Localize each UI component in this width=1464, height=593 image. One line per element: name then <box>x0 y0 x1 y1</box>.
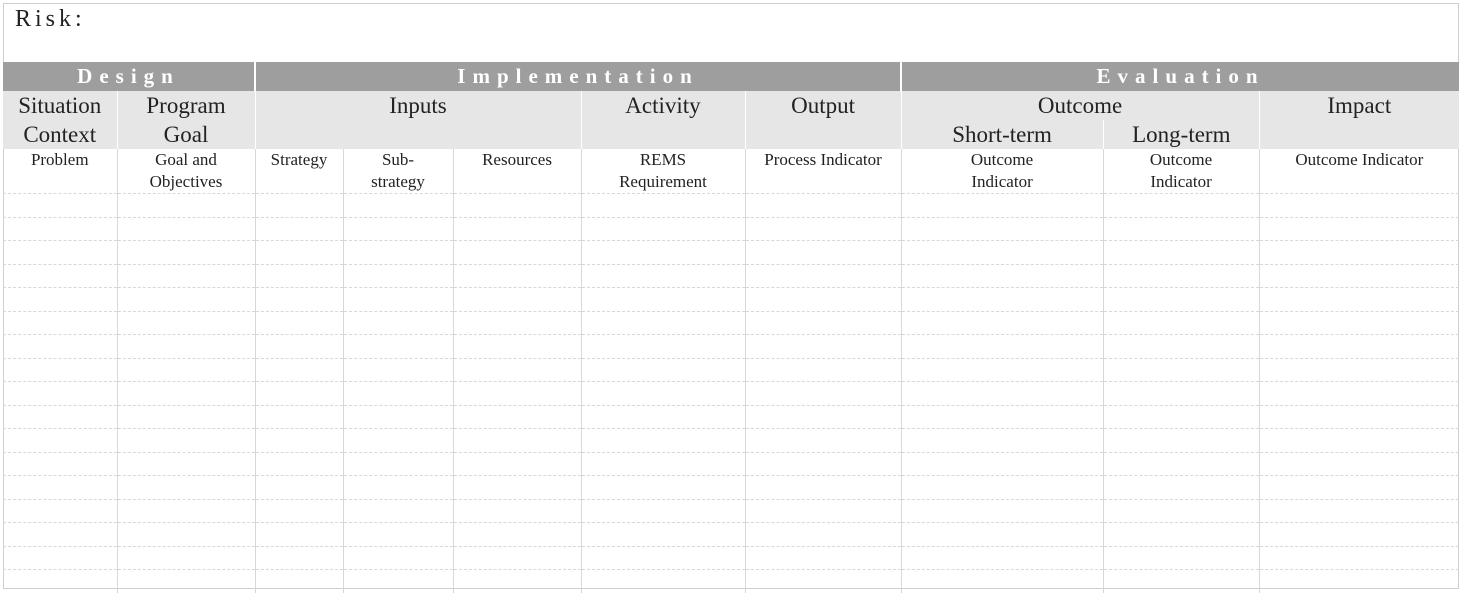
table-cell[interactable] <box>901 523 1103 547</box>
table-cell[interactable] <box>3 264 117 288</box>
table-cell[interactable] <box>1103 217 1259 241</box>
sub-strategy-text: Strategy <box>271 150 328 169</box>
table-cell[interactable] <box>343 382 453 406</box>
table-cell[interactable] <box>3 217 117 241</box>
table-cell[interactable] <box>1259 546 1459 570</box>
table-cell[interactable] <box>3 335 117 359</box>
table-cell[interactable] <box>745 217 901 241</box>
table-cell[interactable] <box>745 288 901 312</box>
table-cell[interactable] <box>745 405 901 429</box>
table-cell[interactable] <box>255 382 343 406</box>
table-cell[interactable] <box>1259 288 1459 312</box>
table-cell[interactable] <box>745 311 901 335</box>
table-cell[interactable] <box>343 570 453 593</box>
table-cell[interactable] <box>255 546 343 570</box>
table-row <box>3 217 1459 241</box>
table-cell[interactable] <box>1259 335 1459 359</box>
table-cell[interactable] <box>901 499 1103 523</box>
table-row <box>3 382 1459 406</box>
table-cell[interactable] <box>453 358 581 382</box>
table-cell[interactable] <box>117 382 255 406</box>
table-cell[interactable] <box>1259 264 1459 288</box>
table-cell[interactable] <box>1259 194 1459 218</box>
table-cell[interactable] <box>255 358 343 382</box>
sub-short-outcome-indicator <box>901 149 1103 194</box>
band-row <box>3 62 1459 91</box>
table-cell[interactable] <box>453 311 581 335</box>
table-cell[interactable] <box>343 241 453 265</box>
sub-substrategy <box>343 149 453 194</box>
table-cell[interactable] <box>3 546 117 570</box>
table-cell[interactable] <box>901 311 1103 335</box>
table-cell[interactable] <box>117 546 255 570</box>
table-cell[interactable] <box>901 264 1103 288</box>
table-cell[interactable] <box>117 523 255 547</box>
table-cell[interactable] <box>1259 358 1459 382</box>
header-situation: Situation <box>3 91 117 120</box>
table-cell[interactable] <box>581 241 745 265</box>
header-short-term: Short-term <box>901 120 1103 149</box>
table-cell[interactable] <box>1103 570 1259 593</box>
table-cell[interactable] <box>255 523 343 547</box>
sub-problem-text: Problem <box>31 150 89 169</box>
table-cell[interactable] <box>745 546 901 570</box>
risk-label: Risk: <box>15 6 86 33</box>
sub-resources-text: Resources <box>482 150 552 169</box>
table-cell[interactable] <box>3 311 117 335</box>
table-cell[interactable] <box>453 335 581 359</box>
table-cell[interactable] <box>745 570 901 593</box>
table-cell[interactable] <box>453 217 581 241</box>
header-output: Output <box>745 91 901 149</box>
table-cell[interactable] <box>901 241 1103 265</box>
table-cell[interactable] <box>1103 194 1259 218</box>
table-cell[interactable] <box>255 311 343 335</box>
table-cell[interactable] <box>1103 288 1259 312</box>
table-cell[interactable] <box>1103 382 1259 406</box>
table-cell[interactable] <box>581 194 745 218</box>
table-row <box>3 546 1459 570</box>
band-design: Design <box>3 62 255 91</box>
table-cell[interactable] <box>117 570 255 593</box>
table-cell[interactable] <box>453 452 581 476</box>
table-row <box>3 452 1459 476</box>
table-cell[interactable] <box>453 546 581 570</box>
table-cell[interactable] <box>343 217 453 241</box>
table-cell[interactable] <box>255 194 343 218</box>
table-cell[interactable] <box>3 452 117 476</box>
table-cell[interactable] <box>453 570 581 593</box>
table-cell[interactable] <box>581 288 745 312</box>
table-cell[interactable] <box>745 429 901 453</box>
table-cell[interactable] <box>581 217 745 241</box>
table-cell[interactable] <box>3 499 117 523</box>
table-cell[interactable] <box>255 570 343 593</box>
table-cell[interactable] <box>745 194 901 218</box>
table-cell[interactable] <box>343 335 453 359</box>
table-cell[interactable] <box>453 264 581 288</box>
table-cell[interactable] <box>453 288 581 312</box>
table-cell[interactable] <box>343 499 453 523</box>
table-cell[interactable] <box>453 476 581 500</box>
table-cell[interactable] <box>255 217 343 241</box>
table-cell[interactable] <box>3 382 117 406</box>
table-cell[interactable] <box>117 311 255 335</box>
table-cell[interactable] <box>1259 241 1459 265</box>
table-cell[interactable] <box>3 570 117 593</box>
table-cell[interactable] <box>1259 499 1459 523</box>
table-cell[interactable] <box>901 382 1103 406</box>
header-goal: Goal <box>117 120 255 149</box>
table-cell[interactable] <box>255 335 343 359</box>
table-cell[interactable] <box>255 499 343 523</box>
sub-rems <box>581 149 745 194</box>
table-cell[interactable] <box>1259 476 1459 500</box>
table-cell[interactable] <box>453 523 581 547</box>
table-cell[interactable] <box>745 335 901 359</box>
table-cell[interactable] <box>255 452 343 476</box>
table-cell[interactable] <box>3 194 117 218</box>
table-row <box>3 570 1459 593</box>
table-cell[interactable] <box>581 546 745 570</box>
table-row <box>3 335 1459 359</box>
band-implementation: Implementation <box>255 62 901 91</box>
header-context: Context <box>3 120 117 149</box>
table-cell[interactable] <box>117 452 255 476</box>
table-cell[interactable] <box>117 358 255 382</box>
table-cell[interactable] <box>3 288 117 312</box>
table-cell[interactable] <box>745 476 901 500</box>
table-cell[interactable] <box>117 264 255 288</box>
table-cell[interactable] <box>343 288 453 312</box>
header-activity: Activity <box>581 91 745 149</box>
logic-model-table <box>3 62 1459 593</box>
table-cell[interactable] <box>581 499 745 523</box>
table-cell[interactable] <box>901 452 1103 476</box>
table-cell[interactable] <box>1103 335 1259 359</box>
table-cell[interactable] <box>255 288 343 312</box>
table-cell[interactable] <box>1259 405 1459 429</box>
table-cell[interactable] <box>3 358 117 382</box>
table-cell[interactable] <box>581 405 745 429</box>
table-cell[interactable] <box>343 358 453 382</box>
table-cell[interactable] <box>901 570 1103 593</box>
table-cell[interactable] <box>581 570 745 593</box>
table-cell[interactable] <box>453 382 581 406</box>
table-cell[interactable] <box>901 358 1103 382</box>
table-cell[interactable] <box>255 405 343 429</box>
table-cell[interactable] <box>255 264 343 288</box>
table-cell[interactable] <box>3 523 117 547</box>
table-cell[interactable] <box>3 429 117 453</box>
table-row <box>3 499 1459 523</box>
table-cell[interactable] <box>1103 452 1259 476</box>
table-row <box>3 241 1459 265</box>
table-cell[interactable] <box>117 217 255 241</box>
table-cell[interactable] <box>117 335 255 359</box>
table-cell[interactable] <box>745 241 901 265</box>
band-evaluation: Evaluation <box>901 62 1459 91</box>
header-row-1 <box>3 91 1459 120</box>
sub-rems-line1: REMS <box>640 150 686 169</box>
table-cell[interactable] <box>745 452 901 476</box>
table-row <box>3 194 1459 218</box>
sub-short-outcome-line2: Indicator <box>971 172 1032 191</box>
table-row <box>3 523 1459 547</box>
table-cell[interactable] <box>901 194 1103 218</box>
table-cell[interactable] <box>117 288 255 312</box>
table-row <box>3 264 1459 288</box>
table-cell[interactable] <box>745 499 901 523</box>
table-cell[interactable] <box>901 288 1103 312</box>
table-cell[interactable] <box>581 311 745 335</box>
table-cell[interactable] <box>901 335 1103 359</box>
table-cell[interactable] <box>453 429 581 453</box>
table-row <box>3 311 1459 335</box>
table-cell[interactable] <box>453 194 581 218</box>
table-cell[interactable] <box>901 429 1103 453</box>
table-row <box>3 429 1459 453</box>
sub-substrategy-line1: Sub- <box>382 150 414 169</box>
table-cell[interactable] <box>1259 217 1459 241</box>
subheader-row <box>3 149 1459 194</box>
table-cell[interactable] <box>581 335 745 359</box>
table-cell[interactable] <box>343 476 453 500</box>
table-cell[interactable] <box>3 476 117 500</box>
table-cell[interactable] <box>255 241 343 265</box>
table-cell[interactable] <box>1259 429 1459 453</box>
sub-strategy <box>255 149 343 194</box>
table-cell[interactable] <box>453 499 581 523</box>
sub-resources <box>453 149 581 194</box>
table-cell[interactable] <box>1103 264 1259 288</box>
table-cell[interactable] <box>117 241 255 265</box>
table-cell[interactable] <box>255 476 343 500</box>
table-cell[interactable] <box>255 429 343 453</box>
table-cell[interactable] <box>343 194 453 218</box>
blank-rows <box>3 194 1459 593</box>
table-cell[interactable] <box>1259 523 1459 547</box>
sub-problem <box>3 149 117 194</box>
table-cell[interactable] <box>1103 476 1259 500</box>
table-cell[interactable] <box>745 358 901 382</box>
table-cell[interactable] <box>117 476 255 500</box>
table-cell[interactable] <box>581 264 745 288</box>
table-cell[interactable] <box>1259 570 1459 593</box>
table-cell[interactable] <box>581 382 745 406</box>
table-cell[interactable] <box>343 452 453 476</box>
table-row <box>3 358 1459 382</box>
sub-rems-line2: Requirement <box>619 172 707 191</box>
table-cell[interactable] <box>3 241 117 265</box>
table-cell[interactable] <box>901 217 1103 241</box>
sub-substrategy-line2: strategy <box>371 172 425 191</box>
sub-process-indicator-text: Process Indicator <box>764 150 882 169</box>
table-cell[interactable] <box>453 405 581 429</box>
table-cell[interactable] <box>1259 382 1459 406</box>
table-cell[interactable] <box>1259 311 1459 335</box>
table-cell[interactable] <box>745 382 901 406</box>
table-cell[interactable] <box>343 523 453 547</box>
table-cell[interactable] <box>581 523 745 547</box>
table-cell[interactable] <box>901 546 1103 570</box>
sub-long-outcome-line1: Outcome <box>1150 150 1212 169</box>
table-cell[interactable] <box>343 405 453 429</box>
table-cell[interactable] <box>1103 546 1259 570</box>
table-cell[interactable] <box>581 476 745 500</box>
header-long-term: Long-term <box>1103 120 1259 149</box>
sub-goal-objectives <box>117 149 255 194</box>
table-cell[interactable] <box>745 264 901 288</box>
table-cell[interactable] <box>453 241 581 265</box>
table-cell[interactable] <box>117 194 255 218</box>
table-cell[interactable] <box>1103 311 1259 335</box>
table-cell[interactable] <box>1103 523 1259 547</box>
table-cell[interactable] <box>3 405 117 429</box>
table-cell[interactable] <box>117 499 255 523</box>
sub-goal-line2: Objectives <box>150 172 223 191</box>
table-cell[interactable] <box>581 452 745 476</box>
table-cell[interactable] <box>901 405 1103 429</box>
header-inputs: Inputs <box>255 91 581 149</box>
sub-process-indicator <box>745 149 901 194</box>
table-cell[interactable] <box>581 358 745 382</box>
table-cell[interactable] <box>343 311 453 335</box>
table-cell[interactable] <box>1103 499 1259 523</box>
table-cell[interactable] <box>1103 358 1259 382</box>
table-row <box>3 405 1459 429</box>
sub-impact-indicator <box>1259 149 1459 194</box>
sub-goal-line1: Goal and <box>155 150 217 169</box>
table-cell[interactable] <box>343 546 453 570</box>
table-cell[interactable] <box>343 264 453 288</box>
table-cell[interactable] <box>117 429 255 453</box>
header-outcome: Outcome <box>901 91 1259 120</box>
table-cell[interactable] <box>1259 452 1459 476</box>
table-cell[interactable] <box>1103 405 1259 429</box>
header-impact: Impact <box>1259 91 1459 149</box>
table-cell[interactable] <box>581 429 745 453</box>
table-cell[interactable] <box>745 523 901 547</box>
table-cell[interactable] <box>1103 429 1259 453</box>
table-row <box>3 476 1459 500</box>
table-cell[interactable] <box>117 405 255 429</box>
table-cell[interactable] <box>343 429 453 453</box>
sub-long-outcome-line2: Indicator <box>1150 172 1211 191</box>
sub-short-outcome-line1: Outcome <box>971 150 1033 169</box>
header-program: Program <box>117 91 255 120</box>
sub-long-outcome-indicator <box>1103 149 1259 194</box>
sub-impact-indicator-text: Outcome Indicator <box>1295 150 1423 169</box>
table-row <box>3 288 1459 312</box>
table-cell[interactable] <box>901 476 1103 500</box>
table-cell[interactable] <box>1103 241 1259 265</box>
